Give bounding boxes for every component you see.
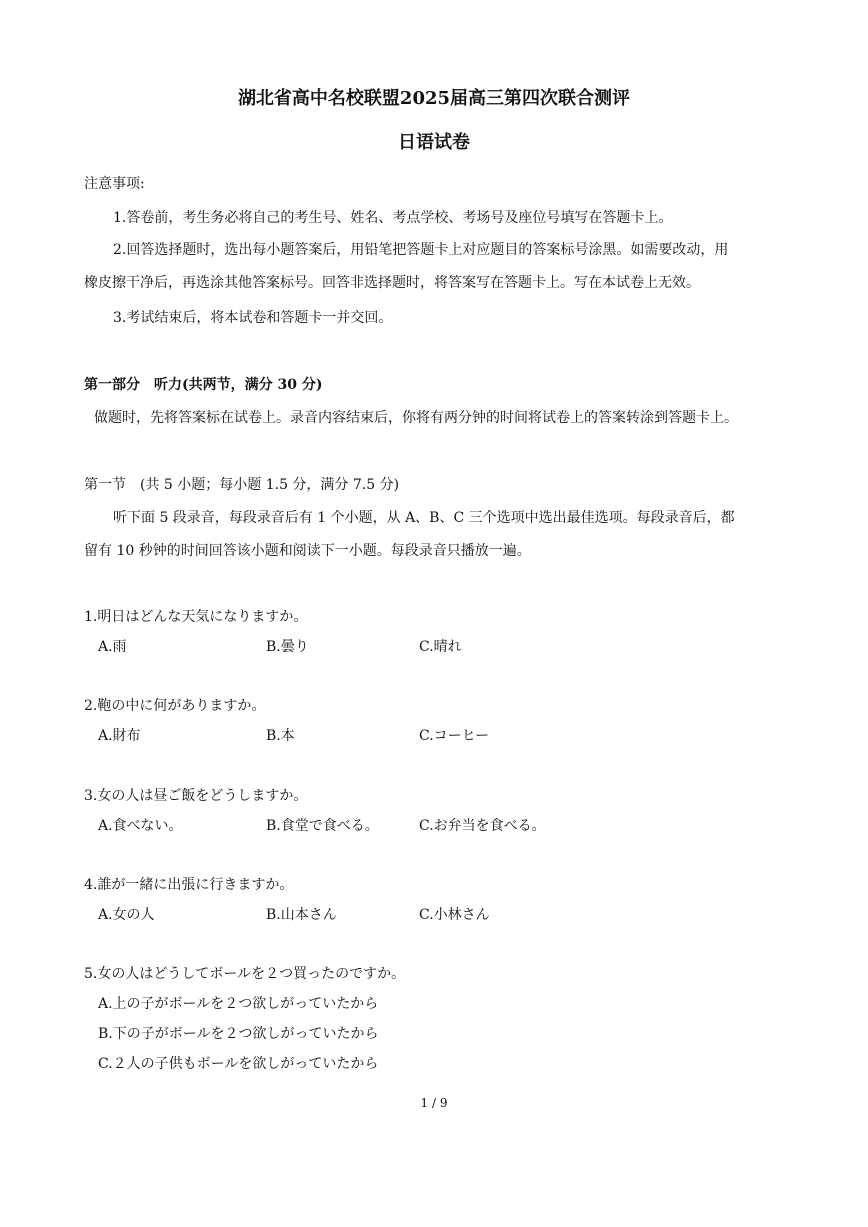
notice-heading: 注意事项: xyxy=(84,176,145,192)
question-4-option-a: A.女の人 xyxy=(98,907,155,923)
question-3-stem: 3.女の人は昼ご飯をどうしますか。 xyxy=(84,788,308,804)
page-subtitle: 日语试卷 xyxy=(398,132,470,153)
question-1-option-a: A.雨 xyxy=(98,639,127,655)
question-2-stem: 2.鞄の中に何がありますか。 xyxy=(84,698,266,714)
page-number: 1 / 9 xyxy=(420,1096,448,1110)
question-5-stem: 5.女の人はどうしてボールを２つ買ったのですか。 xyxy=(84,966,406,982)
question-5-option-b: B.下の子がボールを２つ欲しがっていたから xyxy=(98,1026,379,1042)
question-4-option-c: C.小林さん xyxy=(419,907,490,923)
question-3-option-a: A.食べない。 xyxy=(98,818,183,834)
notice-item-3: 3.考试结束后，将本试卷和答题卡一并交回。 xyxy=(113,310,393,326)
page-title: 湖北省高中名校联盟2025届高三第四次联合测评 xyxy=(237,88,631,109)
notice-item-2-line2: 橡皮擦干净后，再选涂其他答案标号。回答非选择题时，将答案写在答题卡上。写在本试卷上无效。 xyxy=(84,275,700,291)
section1-instruction-line1: 听下面 5 段录音，每段录音后有 1 个小题，从 A、B、C 三个选项中选出最佳选项。每段录音后，都 xyxy=(113,510,735,526)
question-2-option-b: B.本 xyxy=(266,728,295,744)
part1-instruction: 做题时，先将答案标在试卷上。录音内容结束后，你将有两分钟的时间将试卷上的答案转涂到答题卡上。 xyxy=(94,410,738,426)
notice-item-2-line1: 2.回答选择题时，选出每小题答案后，用铅笔把答题卡上对应题目的答案标号涂黑。如需要改动，用 xyxy=(113,242,729,258)
question-4-stem: 4.誰が一緒に出張に行きますか。 xyxy=(84,877,294,893)
part1-heading: 第一部分 听力(共两节，满分 30 分) xyxy=(84,377,323,393)
question-3-option-b: B.食堂で食べる。 xyxy=(266,818,379,834)
question-1-stem: 1.明日はどんな天気になりますか。 xyxy=(84,609,308,625)
question-1-option-c: C.晴れ xyxy=(419,639,462,655)
question-4-option-b: B.山本さん xyxy=(266,907,337,923)
question-2-option-c: C.コーヒー xyxy=(419,728,490,744)
question-5-option-c: C.２人の子供もボールを欲しがっていたから xyxy=(98,1056,379,1072)
question-2-option-a: A.財布 xyxy=(98,728,141,744)
notice-item-1: 1.答卷前，考生务必将自己的考生号、姓名、考点学校、考场号及座位号填写在答题卡上。 xyxy=(113,210,673,226)
question-1-option-b: B.曇り xyxy=(266,639,309,655)
question-5-option-a: A.上の子がボールを２つ欲しがっていたから xyxy=(98,996,379,1012)
section1-instruction-line2: 留有 10 秒钟的时间回答该小题和阅读下一小题。每段录音只播放一遍。 xyxy=(84,543,531,559)
section1-heading: 第一节 (共 5 小题；每小题 1.5 分，满分 7.5 分) xyxy=(84,477,400,493)
question-3-option-c: C.お弁当を食べる。 xyxy=(419,818,546,834)
